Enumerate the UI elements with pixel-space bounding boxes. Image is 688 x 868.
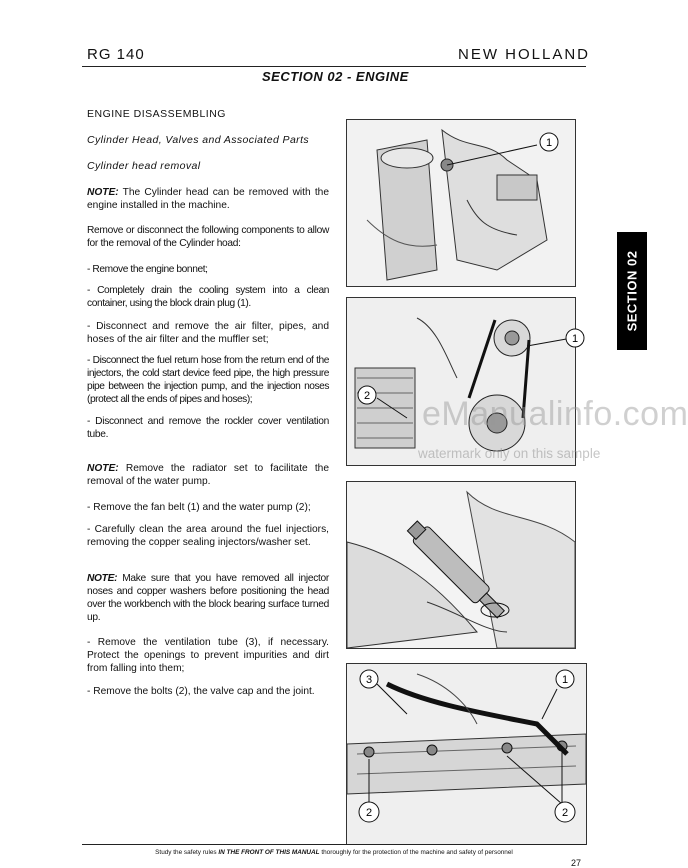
- fig2-callout-2: 2: [363, 390, 371, 402]
- section-title: SECTION 02 - ENGINE: [262, 69, 409, 84]
- note-2: [87, 462, 329, 488]
- figure-drain-plug-drawing: [347, 120, 575, 286]
- page-number: 27: [571, 858, 582, 868]
- note-2-label: NOTE:: [87, 463, 119, 474]
- footer-post: thoroughly for the protection of the machine and safety of personnel: [319, 849, 513, 856]
- step-remove-bonnet: - Remove the engine bonnet;: [87, 264, 208, 275]
- note-3: [87, 572, 329, 624]
- header-rule: [82, 66, 586, 67]
- note-1: [87, 186, 329, 212]
- subheading-cylinder-head: Cylinder Head, Valves and Associated Parts: [87, 134, 310, 146]
- step-fuel-return: - Disconnect the fuel return hose from the return end of the injectors, the cold start device feed pipe, the high pressure pipe between the injection pump, and the injection noses (protect all the ends of pipes and hoses);: [87, 355, 329, 406]
- note-3-label: NOTE:: [87, 573, 118, 584]
- fig2-callout-1: 1: [571, 333, 579, 345]
- manual-model: RG 140: [87, 46, 145, 63]
- section-side-tab: [617, 232, 647, 350]
- step-ventilation-tube: - Disconnect and remove the rockler cover ventilation tube.: [87, 416, 329, 441]
- step-fan-belt: - Remove the fan belt (1) and the water pump (2);: [87, 502, 311, 513]
- watermark-text: eManualinfo.com: [422, 395, 688, 433]
- figure-injector: [346, 481, 576, 649]
- footer-pre: Study the safety rules: [155, 849, 219, 856]
- step-clean-injectors: - Carefully clean the area around the fuel injectiors, removing the copper sealing injectors/washer set.: [87, 524, 329, 549]
- fig1-callout-1: 1: [545, 137, 553, 149]
- step-drain-cooling: - Completely drain the cooling system into a clean container, using the block drain plug (1).: [87, 285, 329, 310]
- note-2-text: Remove the radiator set to facilitate the removal of the water pump.: [87, 463, 329, 488]
- section-heading: ENGINE DISASSEMBLING: [87, 108, 226, 120]
- subheading-removal: Cylinder head removal: [87, 160, 201, 172]
- note-1-text: The Cylinder head can be removed with the engine installed in the machine.: [87, 187, 329, 212]
- fig4-callout-2-left: 2: [365, 807, 373, 819]
- step-remove-bolts: - Remove the bolts (2), the valve cap and the joint.: [87, 686, 315, 697]
- intro-paragraph: Remove or disconnect the following components to allow for the removal of the Cylinder hoad:: [87, 225, 329, 250]
- step-remove-vent-tube: - Remove the ventilation tube (3), if necessary. Protect the openings to prevent impurities and dirt from falling into them;: [87, 637, 329, 675]
- figure-drain-plug: [346, 119, 576, 287]
- footer-emphasis: IN THE FRONT OF THIS MANUAL: [218, 849, 320, 856]
- brand-name: NEW HOLLAND: [458, 46, 591, 63]
- figure-head-bolts: [346, 663, 587, 845]
- footer-rule: [82, 844, 586, 845]
- note-3-text: Make sure that you have removed all injector noses and copper washers before positioning the head over the workbench with the block bearing surface turned up.: [87, 573, 329, 624]
- figure-fan-belt-drawing: [347, 298, 579, 465]
- note-1-label: NOTE:: [87, 187, 119, 198]
- section-side-tab-label: SECTION 02: [624, 250, 640, 332]
- figure-injector-drawing: [347, 482, 575, 648]
- footer-safety-note: [82, 849, 586, 856]
- watermark-subtext: watermark only on this sample: [418, 446, 601, 461]
- step-air-filter: - Disconnect and remove the air filter, pipes, and hoses of the air filter and the muffler set;: [87, 321, 329, 346]
- fig4-callout-2-right: 2: [561, 807, 569, 819]
- fig4-callout-3: 3: [365, 674, 373, 686]
- figure-fan-belt-water-pump: [346, 297, 579, 466]
- figure-head-bolts-drawing: [347, 664, 586, 844]
- fig4-callout-1: 1: [561, 674, 569, 686]
